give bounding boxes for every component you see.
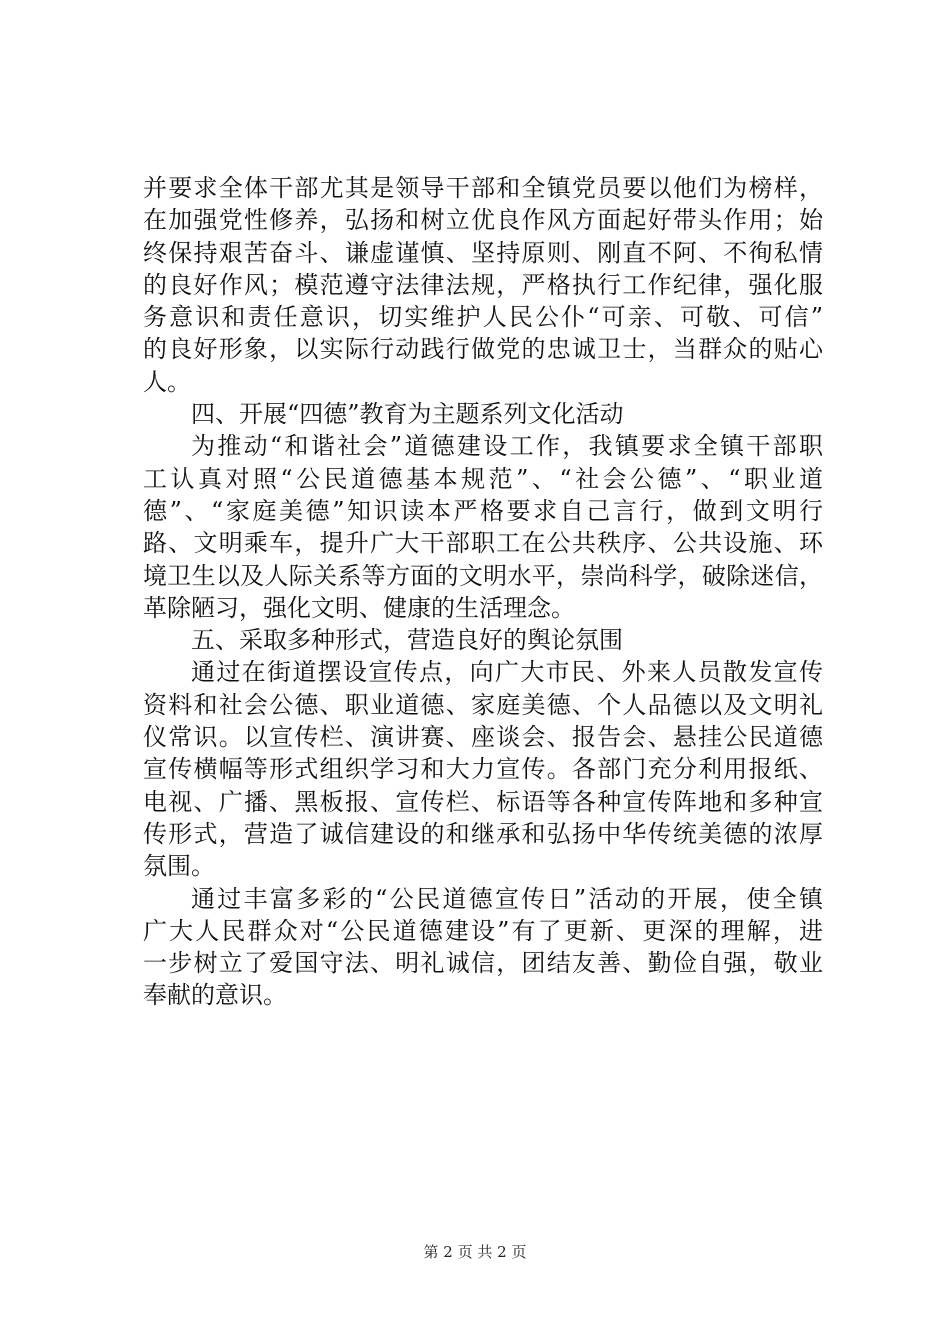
page-number: 第 2 页 共 2 页 — [423, 1243, 527, 1261]
section-heading: 四、开展“四德”教育为主题系列文化活动 — [191, 400, 624, 429]
text-line: 广大人民群众对“公民道德建设”有了更新、更深的理解，进 — [143, 916, 823, 945]
document-body — [143, 172, 823, 1012]
text-line: 境卫生以及人际关系等方面的文明水平，崇尚科学，破除迷信， — [143, 561, 823, 590]
text-line: 的良好作风；模范遵守法律法规，严格执行工作纪律，强化服 — [143, 270, 823, 299]
text-line: 宣传横幅等形式组织学习和大力宣传。各部门充分利用报纸、 — [143, 755, 823, 784]
text-line: 路、文明乘车，提升广大干部职工在公共秩序、公共设施、环 — [143, 529, 823, 558]
text-line: 终保持艰苦奋斗、谦虚谨慎、坚持原则、刚直不阿、不徇私情 — [143, 238, 823, 267]
text-line: 在加强党性修养，弘扬和树立优良作风方面起好带头作用；始 — [143, 206, 823, 235]
text-line: 传形式，营造了诚信建设的和继承和弘扬中华传统美德的浓厚 — [143, 819, 823, 848]
text-line: 务意识和责任意识，切实维护人民公仆“可亲、可敬、可信” — [143, 303, 823, 332]
text-line: 电视、广播、黑板报、宣传栏、标语等各种宣传阵地和多种宣 — [143, 787, 823, 816]
text-line: 资料和社会公德、职业道德、家庭美德、个人品德以及文明礼 — [143, 690, 823, 719]
text-line: 并要求全体干部尤其是领导干部和全镇党员要以他们为榜样， — [143, 174, 823, 202]
section-heading: 五、采取多种形式，营造良好的舆论氛围 — [191, 626, 623, 655]
text-line: 通过在街道摆设宣传点，向广大市民、外来人员散发宣传 — [191, 658, 823, 687]
text-line: 德”、“家庭美德”知识读本严格要求自己言行，做到文明行 — [143, 496, 823, 525]
text-line: 人。 — [143, 367, 191, 396]
text-line: 工认真对照“公民道德基本规范”、“社会公德”、“职业道 — [143, 464, 823, 493]
text-line: 通过丰富多彩的“公民道德宣传日”活动的开展，使全镇 — [191, 884, 823, 913]
text-line: 仪常识。以宣传栏、演讲赛、座谈会、报告会、悬挂公民道德 — [143, 723, 823, 752]
text-line: 氛围。 — [143, 852, 215, 881]
text-line: 革除陋习，强化文明、健康的生活理念。 — [143, 593, 575, 622]
page-footer — [0, 1242, 950, 1262]
text-line: 一步树立了爱国守法、明礼诚信，团结友善、勤俭自强，敬业 — [143, 949, 823, 978]
text-line: 的良好形象，以实际行动践行做党的忠诚卫士，当群众的贴心 — [143, 335, 823, 364]
text-line: 奉献的意识。 — [143, 981, 287, 1010]
text-line: 为推动“和谐社会”道德建设工作，我镇要求全镇干部职 — [191, 432, 823, 461]
